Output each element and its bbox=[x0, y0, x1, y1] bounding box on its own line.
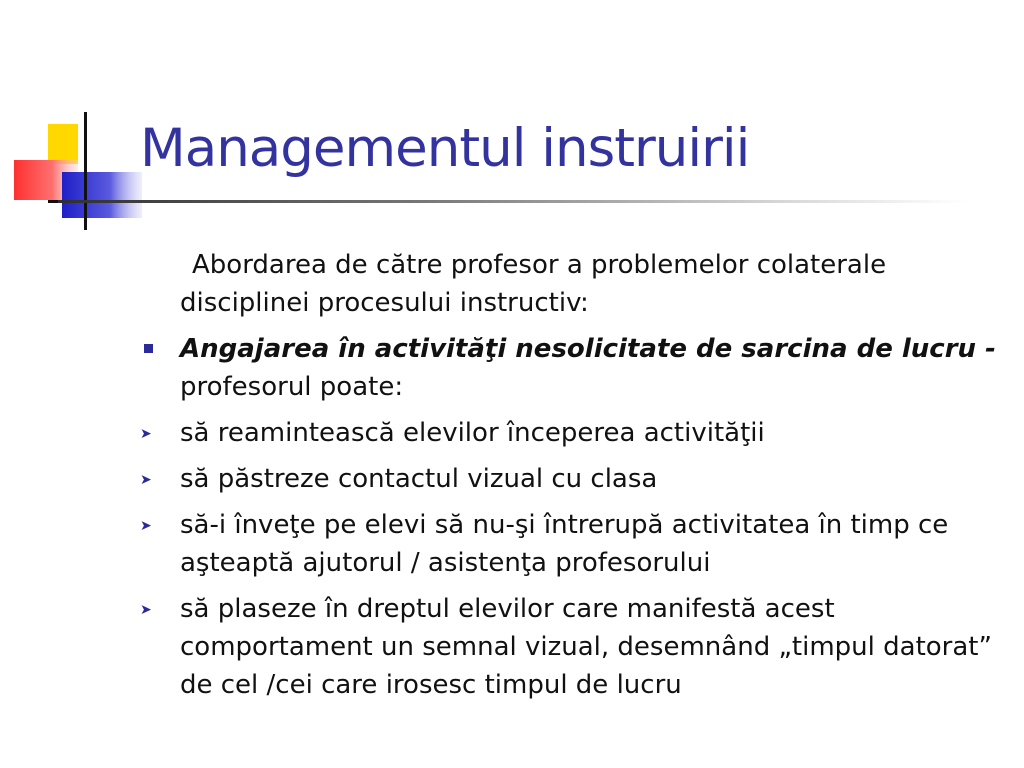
logo-yellow-square bbox=[48, 124, 78, 164]
logo-vertical-line bbox=[84, 112, 87, 230]
decorative-logo bbox=[0, 0, 150, 240]
slide-title: Managementul instruirii bbox=[140, 118, 750, 179]
list-item-text: să reamintească elevilor începerea activităţii bbox=[180, 418, 765, 448]
logo-blue-bar bbox=[62, 172, 142, 218]
intro-paragraph: Abordarea de către profesor a problemelor colaterale disciplinei procesului instructiv: bbox=[180, 250, 887, 318]
list-item bbox=[140, 506, 1000, 582]
main-point-emphasis: Angajarea în activităţi nesolicitate de sarcina de lucru - bbox=[180, 334, 996, 364]
list-item-text: să plaseze în dreptul elevilor care manifestă acest comportament un semnal vizual, desemnând „timpul datorat” de cel /cei care irosesc timpul de lucru bbox=[180, 594, 992, 700]
list-item-text: să-i înveţe pe elevi să nu-şi întrerupă activitatea în timp ce aşteaptă ajutorul / asistenţa profesorului bbox=[180, 510, 949, 578]
square-bullet-icon bbox=[144, 344, 153, 353]
arrow-bullet-icon: ➤ bbox=[140, 518, 152, 534]
arrow-bullet-icon: ➤ bbox=[140, 602, 152, 618]
arrow-bullet-icon: ➤ bbox=[140, 426, 152, 442]
arrow-bullet-icon: ➤ bbox=[140, 472, 152, 488]
list-item bbox=[140, 590, 1000, 704]
list-item-text: să păstreze contactul vizual cu clasa bbox=[180, 464, 658, 494]
slide-body bbox=[140, 246, 1000, 712]
main-point-rest: profesorul poate: bbox=[180, 372, 404, 402]
list-item bbox=[140, 414, 1000, 452]
title-divider bbox=[58, 200, 968, 203]
main-point bbox=[140, 330, 1000, 406]
list-item bbox=[140, 460, 1000, 498]
